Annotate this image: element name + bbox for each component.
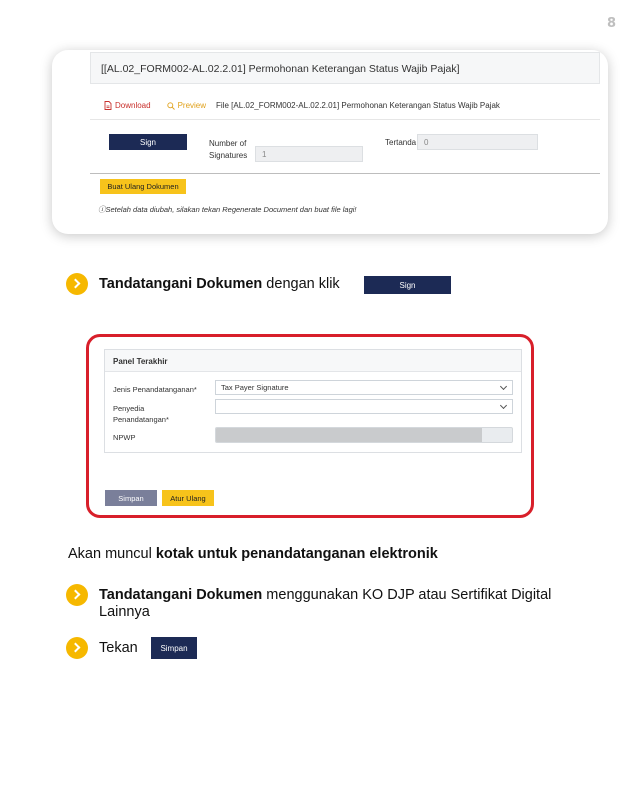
step-sign-rest: dengan klik	[262, 276, 340, 292]
info-bold: kotak untuk penandatanganan elektronik	[155, 546, 438, 562]
signature-type-value: Tax Payer Signature	[221, 383, 289, 392]
chevron-right-icon	[66, 584, 88, 606]
step-certificate-rest: menggunakan KO DJP atau Sertifikat Digital	[262, 587, 552, 603]
chevron-right-icon	[66, 273, 88, 295]
step-sign-bold: Tandatangani Dokumen	[99, 276, 263, 292]
info-line	[68, 546, 438, 562]
sign-button[interactable]: Sign	[109, 134, 187, 150]
download-label: Download	[115, 101, 151, 110]
signature-provider-select[interactable]	[215, 399, 513, 414]
download-link[interactable]	[104, 101, 151, 110]
step-certificate-text	[99, 587, 551, 603]
tertanda-field[interactable]: 0	[417, 134, 538, 150]
form-title: [[AL.02_FORM002-AL.02.2.01] Permohonan Keterangan Status Wajib Pajak]	[90, 52, 600, 84]
preview-link[interactable]	[167, 101, 206, 110]
divider	[90, 119, 600, 120]
signature-type-label: Jenis Penandatanganan*	[113, 385, 197, 394]
regenerate-document-button[interactable]: Buat Ulang Dokumen	[100, 179, 186, 194]
step-sign-text	[99, 276, 340, 292]
form-screenshot-card	[52, 50, 608, 234]
divider	[90, 173, 600, 174]
chevron-down-icon	[500, 402, 507, 409]
npwp-masked-value	[216, 428, 482, 442]
document-icon	[104, 101, 112, 110]
step-certificate-line2: Lainnya	[99, 604, 150, 620]
inline-sign-button[interactable]: Sign	[364, 276, 451, 294]
npwp-field[interactable]	[215, 427, 513, 443]
file-toolbar	[104, 101, 500, 110]
signature-type-select[interactable]	[215, 380, 513, 395]
step-certificate-bold: Tandatangani Dokumen	[99, 587, 263, 603]
chevron-right-icon	[66, 637, 88, 659]
signature-provider-label: Penyedia Penandatangan*	[113, 404, 169, 424]
reset-button[interactable]: Atur Ulang	[162, 490, 214, 506]
number-of-signatures-field[interactable]: 1	[255, 146, 363, 162]
panel-title: Panel Terakhir	[105, 350, 521, 372]
file-name: File [AL.02_FORM002-AL.02.2.01] Permohonan Keterangan Status Wajib Pajak	[216, 101, 500, 110]
chevron-down-icon	[500, 383, 507, 390]
search-icon	[167, 102, 175, 110]
number-of-signatures-label: Number of Signatures	[209, 139, 248, 160]
inline-save-button[interactable]: Simpan	[151, 637, 197, 659]
regenerate-note: ⓘSetelah data diubah, silakan tekan Regenerate Document dan buat file lagi!	[98, 205, 357, 214]
info-prefix: Akan muncul	[68, 546, 156, 562]
step-save-text: Tekan	[99, 640, 138, 656]
signature-panel	[104, 349, 522, 453]
page-number: 8	[606, 16, 616, 31]
tertanda-label: Tertanda	[385, 138, 417, 147]
preview-label: Preview	[177, 101, 207, 110]
save-button[interactable]: Simpan	[105, 490, 157, 506]
npwp-label: NPWP	[113, 433, 136, 442]
